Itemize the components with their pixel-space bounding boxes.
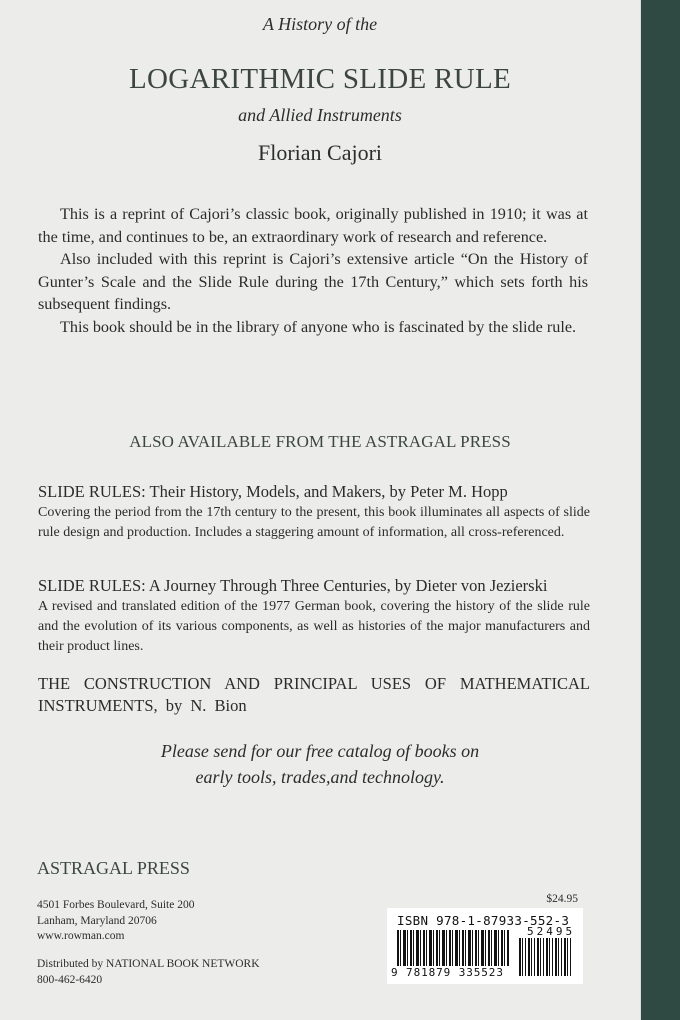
book-subtitle: and Allied Instruments: [238, 105, 402, 125]
price-label: $24.95: [546, 893, 578, 905]
spine-accent-stripe: [640, 0, 680, 1020]
price-addon-digits: 52495: [527, 925, 576, 938]
related-book-description: A revised and translated edition of the 1977 German book, covering the history of the slide rule and the evolution of its various components, as well as histories of the major manufacturers and their product lines.: [38, 599, 590, 654]
related-book-title: SLIDE RULES: A Journey Through Three Centuries, by Dieter von Jezierski: [38, 576, 548, 595]
also-available-heading: ALSO AVAILABLE FROM THE ASTRAGAL PRESS: [129, 432, 511, 451]
address-line: 4501 Forbes Boulevard, Suite 200: [37, 899, 195, 911]
phone-number: 800-462-6420: [37, 973, 103, 986]
related-book: [38, 575, 590, 657]
distributor-info: [37, 957, 260, 988]
blurb-paragraph: Also included with this reprint is Cajori’s extensive article “On the History of Gunter’s Scale and the Slide Rule during the 17th Century,” which sets forth his subsequent findings.: [38, 250, 588, 313]
catalog-note-line: Please send for our free catalog of books on: [160, 741, 480, 761]
publisher-address: [37, 898, 194, 945]
blurb-paragraph: This book should be in the library of anyone who is fascinated by the slide rule.: [60, 317, 577, 336]
distributor-name: Distributed by NATIONAL BOOK NETWORK: [37, 958, 260, 970]
related-book: [38, 481, 590, 543]
website: www.rowman.com: [37, 930, 125, 942]
publisher-name: ASTRAGAL PRESS: [37, 858, 190, 878]
ean-barcode-bars: [397, 930, 509, 970]
isbn-barcode: [387, 908, 583, 984]
related-book: [38, 673, 590, 717]
blurb: [38, 203, 588, 338]
catalog-note: [0, 738, 640, 790]
isbn-label: ISBN 978-1-87933-552-3: [397, 913, 570, 928]
catalog-note-line: early tools, trades,and technology.: [195, 767, 445, 787]
related-book-description: Covering the period from the 17th century to the present, this book illuminates all aspects of slide rule design and production. Includes a staggering amount of information, all cross-referenced.: [38, 505, 590, 540]
related-book-title: THE CONSTRUCTION AND PRINCIPAL USES OF MATHEMATICAL INSTRUMENTS, by N. Bion: [38, 674, 590, 715]
addon-barcode-bars: [519, 938, 571, 976]
pre-title: A History of the: [262, 14, 378, 34]
ean-digits: 9 781879 335523: [389, 966, 519, 979]
blurb-paragraph: This is a reprint of Cajori’s classic book, originally published in 1910; it was at the time, and continues to be, an extraordinary work of research and reference.: [38, 205, 588, 246]
book-title: LOGARITHMIC SLIDE RULE: [129, 63, 511, 95]
related-book-title: SLIDE RULES: Their History, Models, and Makers, by Peter M. Hopp: [38, 482, 508, 501]
address-line: Lanham, Maryland 20706: [37, 914, 157, 927]
author-name: Florian Cajori: [257, 140, 383, 165]
